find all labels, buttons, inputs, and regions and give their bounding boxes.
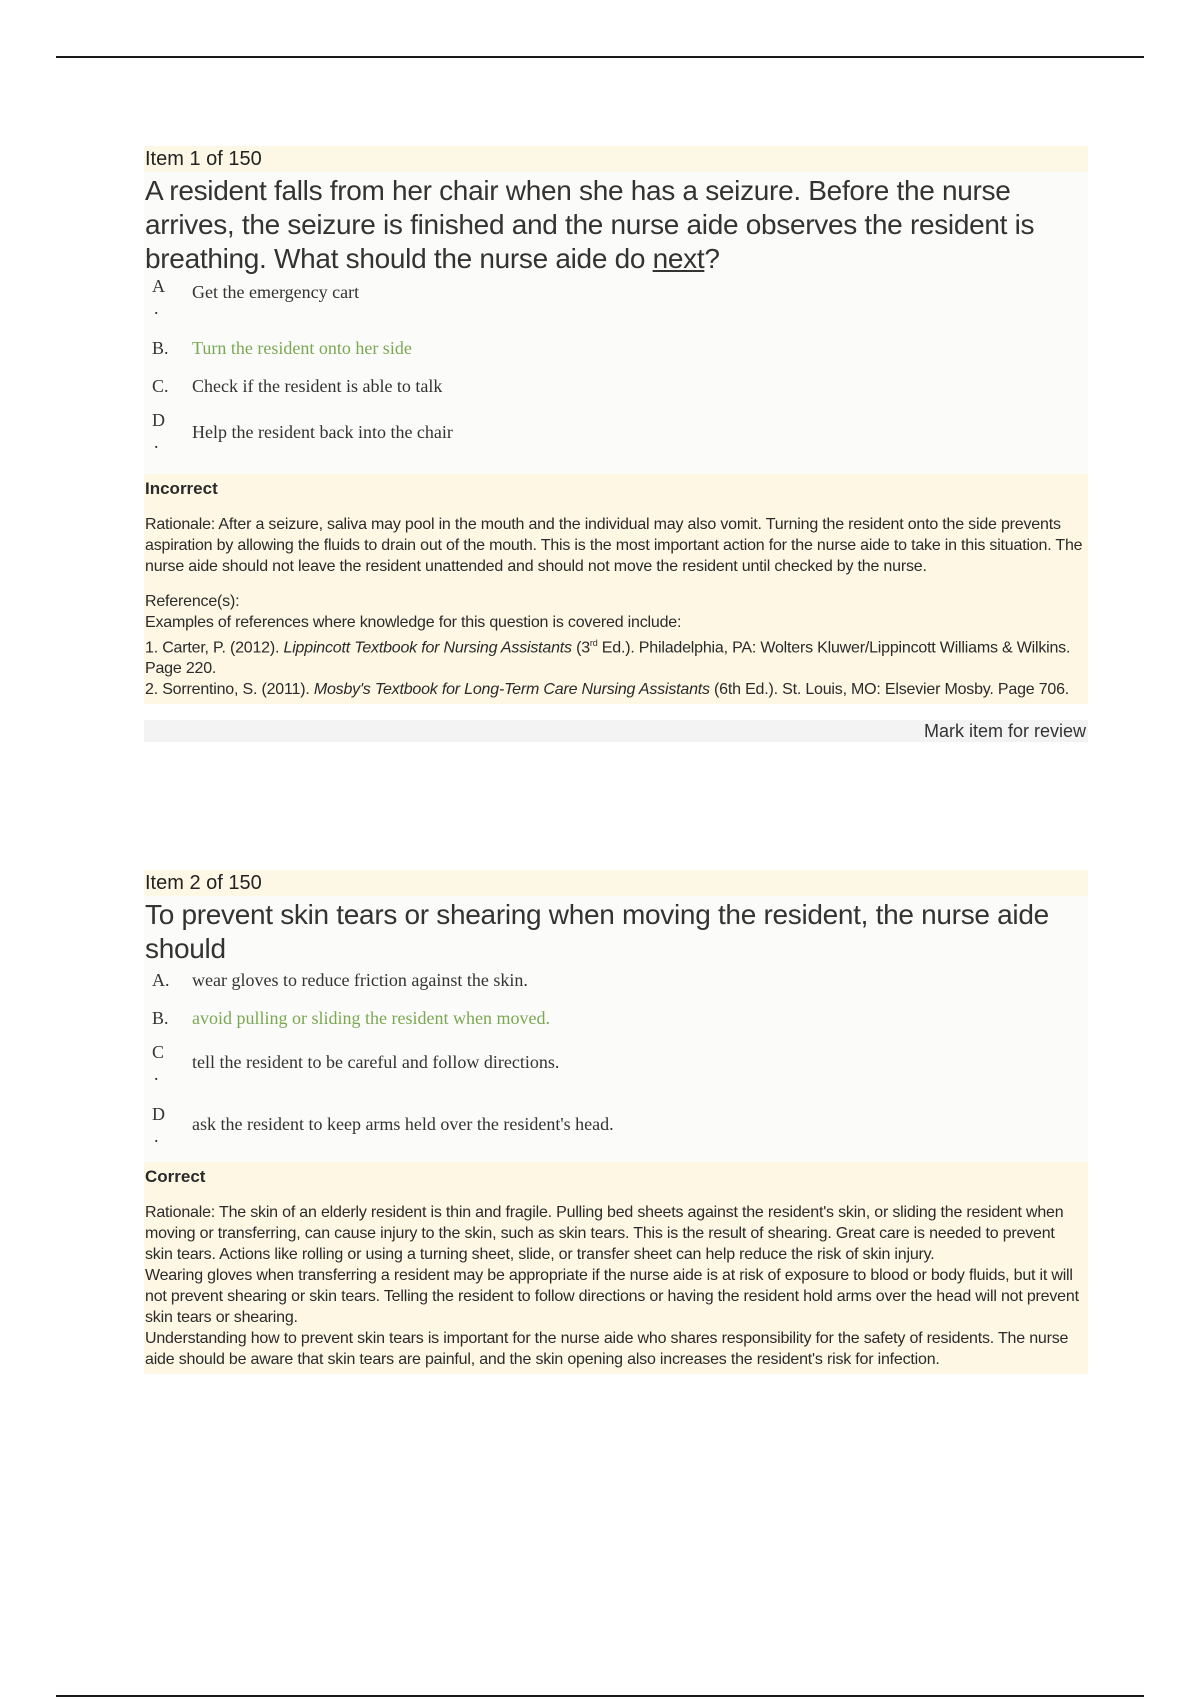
answer-options: A . Get the emergency cart B. Turn the resident onto her side C. Check if the resident is able to talk D . Help the resident back into the chair	[152, 276, 453, 452]
question-text: A resident falls from her chair when she has a seizure. Before the nurse arrives, the seizure is finished and the nurse aide observes the resident is breathing. What should the nurse aide do next?	[145, 175, 1035, 274]
feedback-panel	[144, 474, 1088, 704]
question-body	[144, 896, 1088, 1162]
question-text: To prevent skin tears or shearing when moving the resident, the nurse aide should	[145, 899, 1049, 964]
item-counter: Item 1 of 150	[144, 146, 1088, 172]
references: Reference(s): Examples of references where knowledge for this question is covered include: 1. Carter, P. (2012). Lippincott Textbook for Nursing Assistants (3rd Ed.). Philadelphia, PA: Wolters Kluwer/Lippincott Williams & Wilkins. Page 220. 2. Sorrentino, S. (2011). Mosby's Textbook for Long-Term Care Nursing Assistants (6th Ed.). St. Louis, MO: Elsevier Mosby. Page 706.	[144, 577, 1088, 704]
question-item-2	[144, 870, 1088, 1374]
top-rule	[56, 56, 1144, 58]
result-status: Correct	[145, 1167, 206, 1186]
rationale-text: Rationale: The skin of an elderly resident is thin and fragile. Pulling bed sheets against the resident's skin, or sliding the resident when moving or transferring, can cause injury to the skin, such as skin tears. This is the result of shearing. Great care is needed to prevent skin tears. Actions like rolling or using a turning sheet, slide, or transfer sheet can help reduce the risk of skin injury. Wearing gloves when transferring a resident may be appropriate if the nurse aide is at risk of exposure to blood or body fluids, but it will not prevent shearing or skin tears. Telling the resident to follow directions or having the resident hold arms over the head will not prevent skin tears or shearing. Understanding how to prevent skin tears is important for the nurse aide who shares responsibility for the safety of residents. The nurse aide should be aware that skin tears are painful, and the skin opening also increases the resident's risk for infection.	[145, 1204, 1079, 1368]
mark-for-review-link[interactable]: Mark item for review	[923, 721, 1086, 742]
feedback-panel	[144, 1162, 1088, 1374]
answer-options: A. wear gloves to reduce friction against the skin. B. avoid pulling or sliding the resident when moved. C . tell the resident to be careful and follow directions. D . ask the resident to keep arms held over the resident's head.	[152, 970, 614, 1146]
result-status: Incorrect	[145, 479, 218, 498]
question-body	[144, 172, 1088, 474]
bottom-rule	[56, 1695, 1144, 1697]
reference-1: 1. Carter, P. (2012). Lippincott Textbook for Nursing Assistants (3rd Ed.). Philadelphia, PA: Wolters Kluwer/Lippincott Williams & Wilkins. Page 220.	[145, 638, 1071, 678]
item-counter: Item 2 of 150	[144, 870, 1088, 896]
mark-for-review-bar	[144, 720, 1088, 742]
rationale-text: Rationale: After a seizure, saliva may pool in the mouth and the individual may also vomit. Turning the resident onto the side prevents aspiration by allowing the fluids to drain out of the mouth. This is the most important action for the nurse aide to take in this situation. The nurse aide should not leave the resident unattended and should not move the resident until checked by the nurse.	[145, 516, 1083, 575]
emphasis-next: next	[652, 243, 705, 274]
reference-2: 2. Sorrentino, S. (2011). Mosby's Textbook for Long-Term Care Nursing Assistants (6th Ed.). St. Louis, MO: Elsevier Mosby. Page 706.	[145, 681, 1070, 699]
question-item-1	[144, 146, 1088, 742]
